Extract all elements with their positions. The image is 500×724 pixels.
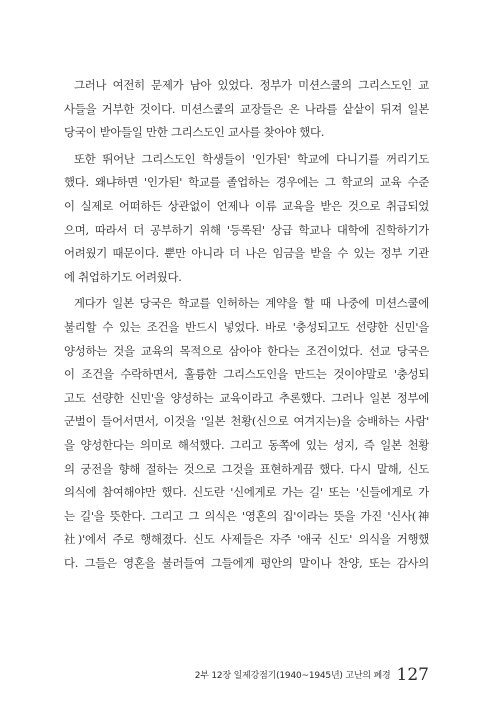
text-line: 게다가 일본 당국은 학교를 인허하는 계약을 할 때 나중에 미션스쿨에 bbox=[74, 296, 429, 311]
body-text bbox=[64, 74, 429, 575]
text-line: 을 양성한다는 의미로 해석했다. 그리고 동쪽에 있는 성지, 즉 일본 천황 bbox=[64, 437, 429, 452]
text-line: 했다. 왜냐하면 '인가된' 학교를 졸업하는 경우에는 그 학교의 교육 수준 bbox=[64, 175, 429, 190]
text-line: 에 취업하기도 어려웠다. bbox=[64, 269, 182, 284]
text-line: 이 조건을 수락하면서, 훌륭한 그리스도인을 만드는 것이야말로 '충성되 bbox=[64, 367, 429, 382]
text-line: 군벌이 들어서면서, 이것을 '일본 천황(신으로 여겨지는)을 숭배하는 사람' bbox=[64, 414, 429, 429]
paragraph-3 bbox=[64, 292, 429, 575]
text-line: 의식에 참여해야만 했다. 신도란 '신에게로 가는 길' 또는 '신들에게로 가 bbox=[64, 485, 429, 500]
text-line: 의 궁전을 향해 절하는 것으로 그것을 표현하게끔 했다. 다시 말해, 신도 bbox=[64, 461, 429, 476]
text-line: 사들을 거부한 것이다. 미션스쿨의 교장들은 온 나라를 샅샅이 뒤져 일본 bbox=[64, 101, 429, 116]
text-line: 고도 선량한 신민'을 양성하는 교육이라고 추론했다. 그러나 일본 정부에 bbox=[64, 390, 429, 405]
text-line: 양성하는 것을 교육의 목적으로 삼아야 한다는 조건이었다. 선교 당국은 bbox=[64, 343, 429, 358]
paragraph-1 bbox=[64, 74, 429, 145]
text-line: 으며, 따라서 더 공부하기 위해 '등록된' 상급 학교나 대학에 진학하기가 bbox=[64, 222, 429, 237]
text-line: 또한 뛰어난 그리스도인 학생들이 '인가된' 학교에 다니기를 꺼리기도 bbox=[74, 151, 429, 166]
text-line: 당국이 받아들일 만한 그리스도인 교사를 찾아야 했다. bbox=[64, 125, 325, 140]
page-number: 127 bbox=[396, 665, 429, 685]
text-line: 불리할 수 있는 조건을 반드시 넣었다. 바로 '충성되고도 선량한 신민'을 bbox=[64, 319, 429, 334]
paragraph-2 bbox=[64, 148, 429, 290]
text-line: 社)'에서 주로 행해졌다. 신도 사제들은 자주 '애국 신도' 의식을 거행했 bbox=[64, 532, 429, 547]
text-line: 어려웠기 때문이다. 뿐만 아니라 더 나은 임금을 받을 수 있는 정부 기관 bbox=[64, 246, 429, 261]
text-line: 이 실제로 어떠하든 상관없이 언제나 이류 교육을 받은 것으로 취급되었 bbox=[64, 198, 429, 213]
text-line: 다. 그들은 영혼을 불러들여 그들에게 평안의 말이나 찬양, 또는 감사의 bbox=[64, 555, 429, 570]
page-footer bbox=[0, 665, 429, 685]
running-footer-chapter: 2부 12장 일제강점기(1940~1945년) 고난의 폐경 bbox=[194, 671, 391, 681]
text-line: 그러나 여전히 문제가 남아 있었다. 정부가 미션스쿨의 그리스도인 교 bbox=[74, 78, 429, 92]
text-line: 는 길'을 뜻한다. 그리고 그 의식은 '영혼의 집'이라는 뜻을 가진 '신사(神 bbox=[64, 508, 429, 523]
